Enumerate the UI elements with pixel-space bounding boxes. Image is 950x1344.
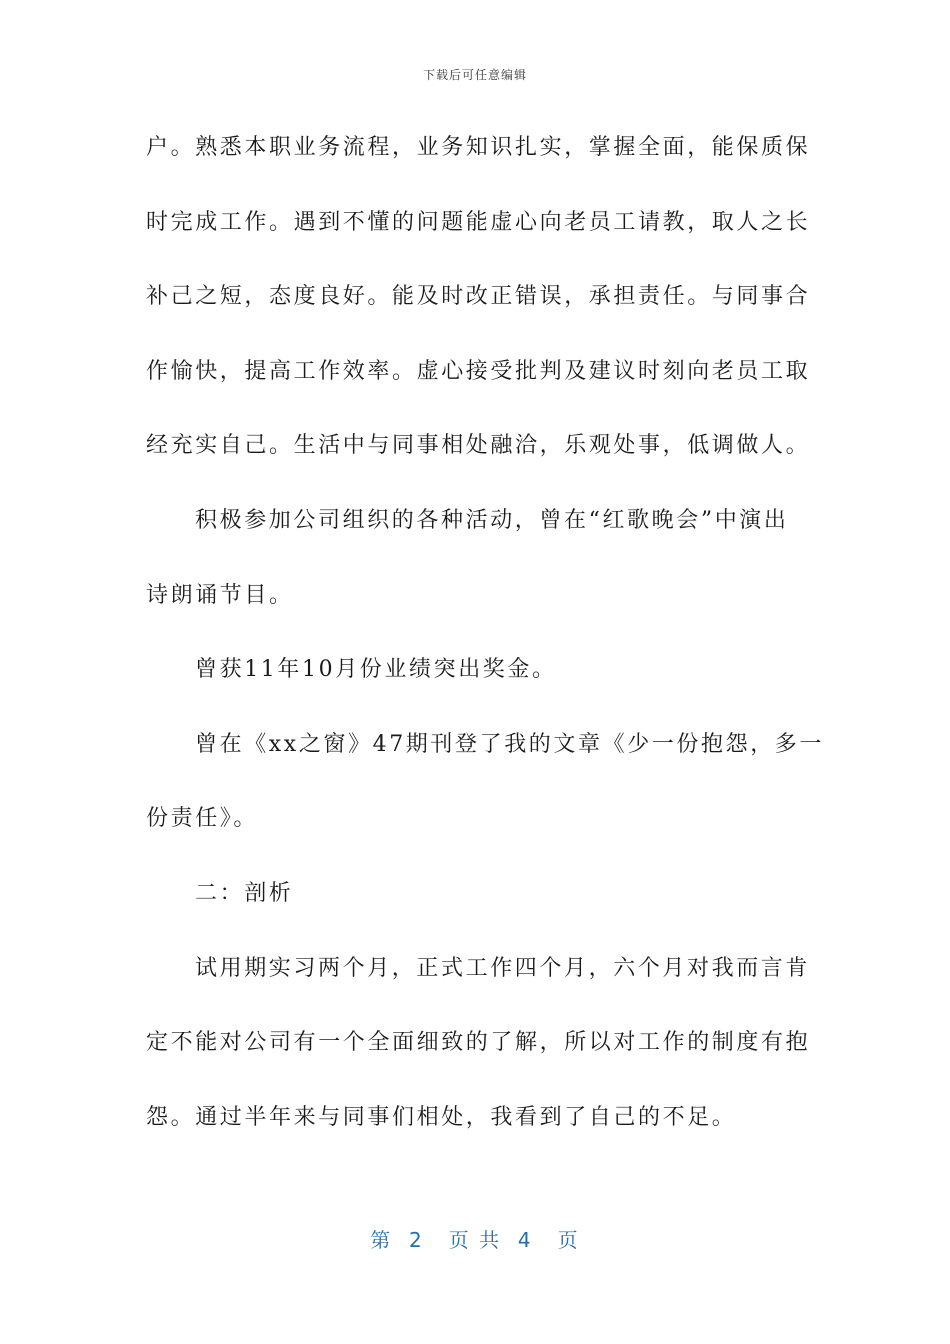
- section-heading: 二：剖析: [195, 880, 294, 906]
- body-line: 定不能对公司有一个全面细致的了解，所以对工作的制度有抱: [146, 1030, 811, 1056]
- paragraph-article-line: 曾在《xx之窗》47期刊登了我的文章《少一份抱怨，多一: [195, 731, 825, 757]
- body-line: 户。熟悉本职业务流程，业务知识扎实，掌握全面，能保质保: [146, 135, 811, 160]
- body-line: 时完成工作。遇到不懂的问题能虚心向老员工请教，取人之长: [146, 209, 811, 235]
- page-number-footer: 第 2 页 共 4 页: [370, 1228, 580, 1252]
- body-line: 诗朗诵节目。: [146, 582, 294, 608]
- paragraph-activities-line: 积极参加公司组织的各种活动，曾在“红歌晚会”中演出: [195, 507, 789, 533]
- body-line: 补己之短，态度良好。能及时改正错误，承担责任。与同事合: [146, 284, 811, 310]
- body-line: 怨。通过半年来与同事们相处，我看到了自己的不足。: [146, 1104, 737, 1130]
- page-header: 下载后可任意编辑: [422, 68, 527, 82]
- body-line: 作愉快，提高工作效率。虚心接受批判及建议时刻向老员工取: [146, 358, 811, 384]
- body-line: 份责任》。: [146, 806, 259, 832]
- document-body: [146, 111, 825, 1155]
- paragraph-analysis-line: 试用期实习两个月，正式工作四个月，六个月对我而言肯: [195, 955, 811, 981]
- body-line: 经充实自己。生活中与同事相处融洽，乐观处事，低调做人。: [146, 433, 811, 459]
- paragraph-award: 曾获11年10月份业绩突出奖金。: [195, 657, 557, 683]
